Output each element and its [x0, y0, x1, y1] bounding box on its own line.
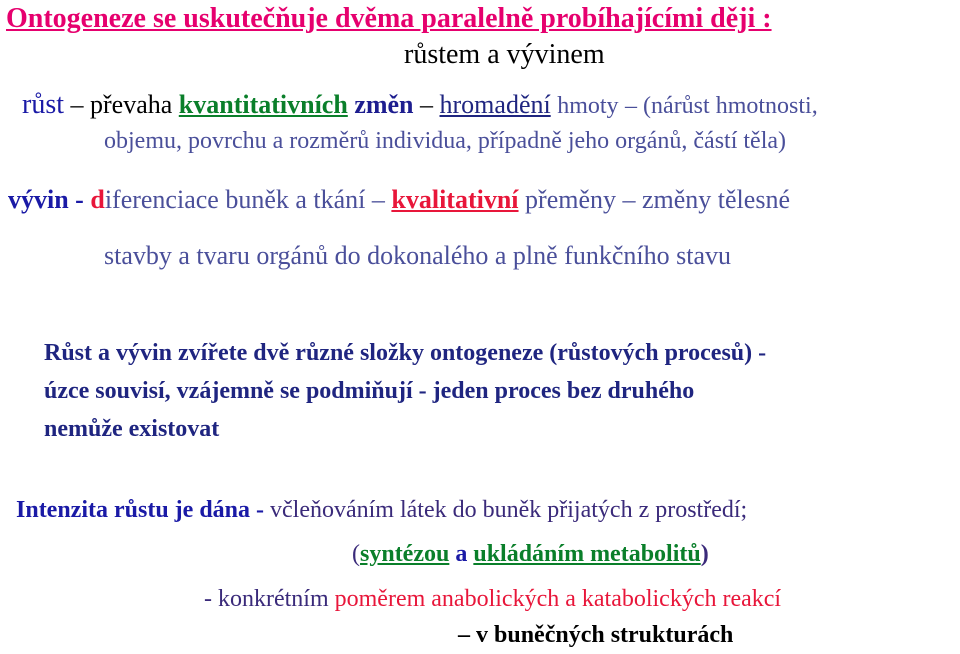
paren-close: ) — [700, 541, 709, 567]
intensity-line-3 — [204, 586, 781, 612]
vyvin-diferenciace: iferenciace buněk a tkání – — [104, 185, 385, 214]
vyvin-term: vývin - — [8, 185, 84, 214]
paragraph-line-3: nemůže existovat — [44, 416, 220, 442]
rust-word-zmen: změn — [354, 90, 414, 119]
intensity-line-4: – v buněčných strukturách — [458, 622, 734, 648]
rust-definition-line-2: objemu, povrchu a rozměrů individua, případně jeho orgánů, částí těla) — [104, 128, 787, 154]
rust-word-prevaha: převaha — [90, 90, 173, 119]
vyvin-rest: přeměny – změny tělesné — [525, 185, 790, 214]
paragraph-line-2: úzce souvisí, vzájemně se podmiňují - jeden proces bez druhého — [44, 378, 695, 404]
pomer-text: poměrem anabolických a katabolických reakcí — [334, 586, 782, 612]
rust-word-kvantitativnich: kvantitativních — [178, 90, 348, 119]
word-syntezou: syntézou — [360, 541, 450, 567]
rust-term: růst — [22, 89, 64, 120]
intensity-line-2 — [352, 541, 709, 567]
rust-definition-line-1 — [22, 90, 818, 121]
word-ukladanim: ukládáním metabolitů — [473, 541, 701, 567]
vyvin-definition-line-2: stavby a tvaru orgánů do dokonalého a plně funkčního stavu — [104, 241, 731, 270]
vyvin-definition-line-1 — [8, 186, 790, 215]
rust-dash-1: – — [70, 90, 84, 119]
rust-dash-2: – — [420, 90, 434, 119]
word-a: a — [455, 541, 468, 567]
paragraph-line-1: Růst a vývin zvířete dvě různé složky ontogeneze (růstových procesů) - — [44, 340, 767, 366]
konkretnim: - konkrétním — [204, 586, 329, 612]
page-title: Ontogeneze se uskutečňuje dvěma paralelně probíhajícími ději : — [6, 3, 772, 34]
intensity-text-1: včleňováním látek do buněk přijatých z prostředí; — [270, 497, 748, 523]
vyvin-initial-d: d — [90, 185, 105, 214]
page-subtitle: růstem a vývinem — [404, 39, 605, 70]
intensity-line-1 — [16, 497, 747, 523]
paren-open: ( — [352, 541, 360, 567]
intensity-lead: Intenzita růstu je dána - — [16, 497, 265, 523]
vyvin-word-kvalitativni: kvalitativní — [391, 185, 519, 214]
rust-word-hmoty: hmoty — [557, 93, 619, 119]
rust-word-hromadeni: hromadění — [439, 90, 551, 119]
rust-word-narust: – (nárůst hmotnosti, — [625, 93, 818, 119]
